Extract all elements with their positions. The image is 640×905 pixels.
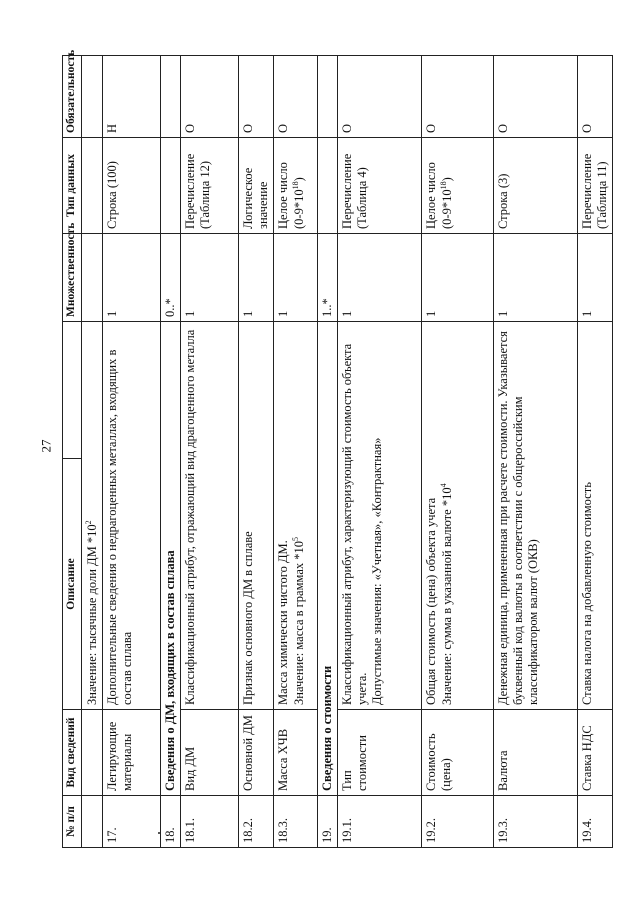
cell-desc: Денежная единица, примененная при расчете стоимости. Указывается буквенный код валюты в соответствии с общероссийским классификатором валют (ОКВ): [494, 322, 578, 710]
header-blank: [63, 322, 82, 459]
cell-req: О: [274, 56, 318, 138]
cell-desc: Дополнительные сведения о недрагоценных металлах, входящих в состав сплава: [103, 322, 161, 710]
section-title: Сведения о ДМ, входящих в состав сплава: [161, 322, 181, 796]
cell-type: Логическое значение: [239, 138, 274, 234]
rotated-table-container: [62, 49, 613, 848]
cell-mult: 1..*: [318, 234, 338, 322]
cell-req: О: [578, 56, 613, 138]
cell-type: Строка (3): [494, 138, 578, 234]
cell-mult: 0..*: [161, 234, 181, 322]
section-title: Сведения о стоимости: [318, 322, 338, 796]
section-row: [318, 56, 338, 848]
cell-type: Целое число $(0-9*10^{18})$: [422, 138, 494, 234]
cell-mult: 1: [494, 234, 578, 322]
cell-kind: Вид ДМ: [181, 710, 239, 796]
table-row: [239, 56, 274, 848]
header-req: Обязательность: [63, 56, 82, 138]
table-row: [274, 56, 318, 848]
cell-req: О: [494, 56, 578, 138]
header-num: № п/п: [63, 796, 82, 848]
table-row: [82, 56, 103, 848]
cell-desc: Значение: тысячные доли ДМ $*10^2$: [82, 322, 103, 710]
cell-desc: Признак основного ДМ в сплаве: [239, 322, 274, 710]
cell-mult: 1: [239, 234, 274, 322]
cell-num: 19.1.: [338, 796, 422, 848]
cell-mult: 1: [338, 234, 422, 322]
header-type: Тип данных: [63, 138, 82, 234]
cell-kind: Легирующие материалы: [103, 710, 161, 796]
table-row: [494, 56, 578, 848]
cell-mult: 1: [181, 234, 239, 322]
cell-req: О: [181, 56, 239, 138]
cell-desc: Классификационный атрибут, отражающий вид драгоценного металла: [181, 322, 239, 710]
cell-num: 18.2.: [239, 796, 274, 848]
cell-num: 19.: [318, 796, 338, 848]
cell-kind: Ставка НДС: [578, 710, 613, 796]
cell-mult: 1: [422, 234, 494, 322]
cell-type: Строка (100): [103, 138, 161, 234]
cell-num: 18.: [161, 796, 181, 848]
cell-desc: Общая стоимость (цена) объекта учета Значение: сумма в указанной валюте $*10^4$: [422, 322, 494, 710]
cell-desc: Ставка налога на добавленную стоимость: [578, 322, 613, 710]
cell-kind: Тип стоимости: [338, 710, 422, 796]
cell-mult: 1: [103, 234, 161, 322]
cell-type: Перечисление (Таблица 4): [338, 138, 422, 234]
cell-mult: 1: [274, 234, 318, 322]
cell-kind: Основной ДМ: [239, 710, 274, 796]
table-row: [181, 56, 239, 848]
cell-kind: Стоимость (цена): [422, 710, 494, 796]
cell-req: О: [422, 56, 494, 138]
cell-desc: Классификационный атрибут, характеризующий стоимость объекта учета. Допустимые значения: «Учетная», «Контрактная»: [338, 322, 422, 710]
header-mult: Множественность: [63, 234, 82, 322]
header-desc: Описание: [63, 459, 82, 710]
cell-num: 19.4.: [578, 796, 613, 848]
cell-req: О: [338, 56, 422, 138]
cell-type: Перечисление (Таблица 11): [578, 138, 613, 234]
cell-num: 19.2.: [422, 796, 494, 848]
section-row: [161, 56, 181, 848]
cell-kind: Масса ХЧВ: [274, 710, 318, 796]
data-table: [62, 49, 613, 848]
cell-mult: 1: [578, 234, 613, 322]
cell-req: О: [239, 56, 274, 138]
cell-num: 18.3.: [274, 796, 318, 848]
table-row: [578, 56, 613, 848]
cell-type: Целое число $(0-9*10^{18})$: [274, 138, 318, 234]
cell-desc: Масса химически чистого ДМ. Значение: масса в граммах $*10^5$: [274, 322, 318, 710]
page-number: 27: [38, 439, 54, 453]
header-kind: Вид сведений: [63, 710, 82, 796]
cell-kind: Валюта: [494, 710, 578, 796]
cell-req: Н: [103, 56, 161, 138]
cell-num: 18.1.: [181, 796, 239, 848]
table-row: [338, 56, 422, 848]
cell-type: Перечисление (Таблица 12): [181, 138, 239, 234]
cell-num: 19.3.: [494, 796, 578, 848]
table-row: [103, 56, 161, 848]
header-row: [63, 56, 82, 848]
cell-num: 17.: [103, 796, 161, 848]
table-row: [422, 56, 494, 848]
